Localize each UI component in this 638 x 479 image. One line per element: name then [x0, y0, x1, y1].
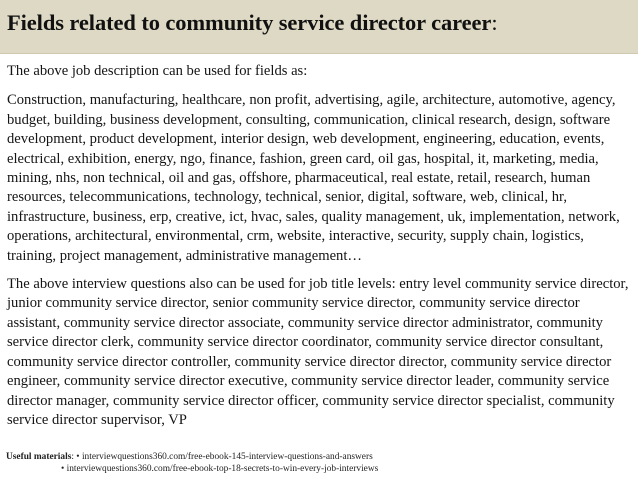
page-title: Fields related to community service director career [7, 10, 492, 35]
footer-separator: : • [71, 452, 82, 462]
content-body [7, 62, 635, 439]
title-colon: : [491, 10, 498, 35]
footer [0, 450, 638, 479]
footer-label: Useful materials [6, 452, 72, 462]
footer-row-1 [6, 452, 638, 464]
footer-link-1[interactable]: interviewquestions360.com/free-ebook-145-interview-questions-and-answers [81, 452, 373, 462]
fields-paragraph: Construction, manufacturing, healthcare, non profit, advertising, agile, architecture, automotive, agency, budget, building, business development, consulting, communication, clinical research, design, software development, product development, interior design, web development, engineering, education, events, electrical, exhibition, energy, ngo, finance, fashion, green card, oil gas, hospital, it, marketing, media, mining, nhs, non technical, oil and gas, offshore, pharmaceutical, real estate, retail, research, human resources, telecommunications, technology, technical, senior, digital, software, web, clinical, hr, infrastructure, business, erp, creative, ict, hvac, sales, quality management, uk, implementation, network, operations, architectural, environmental, crm, website, interactive, security, supply chain, logistics, training, project management, administrative management… [7, 92, 620, 264]
title-bar [0, 0, 638, 54]
footer-row-2 [6, 464, 638, 476]
footer-bullet: • [61, 463, 67, 474]
intro-text: The above job description can be used for fields as: [7, 63, 308, 79]
job-levels-paragraph: The above interview questions also can be used for job title levels: entry level community service director, junior community service director, senior community service director, community service director assistant, community service director associate, community service director administrator, community service director clerk, community service director coordinator, community service director consultant, community service director controller, community service director director, community service director engineer, community service director executive, community service director leader, community service director manager, community service director officer, community service director specialist, community service director supervisor, VP [7, 276, 629, 428]
footer-link-2[interactable]: interviewquestions360.com/free-ebook-top-18-secrets-to-win-every-job-interviews [66, 463, 379, 474]
